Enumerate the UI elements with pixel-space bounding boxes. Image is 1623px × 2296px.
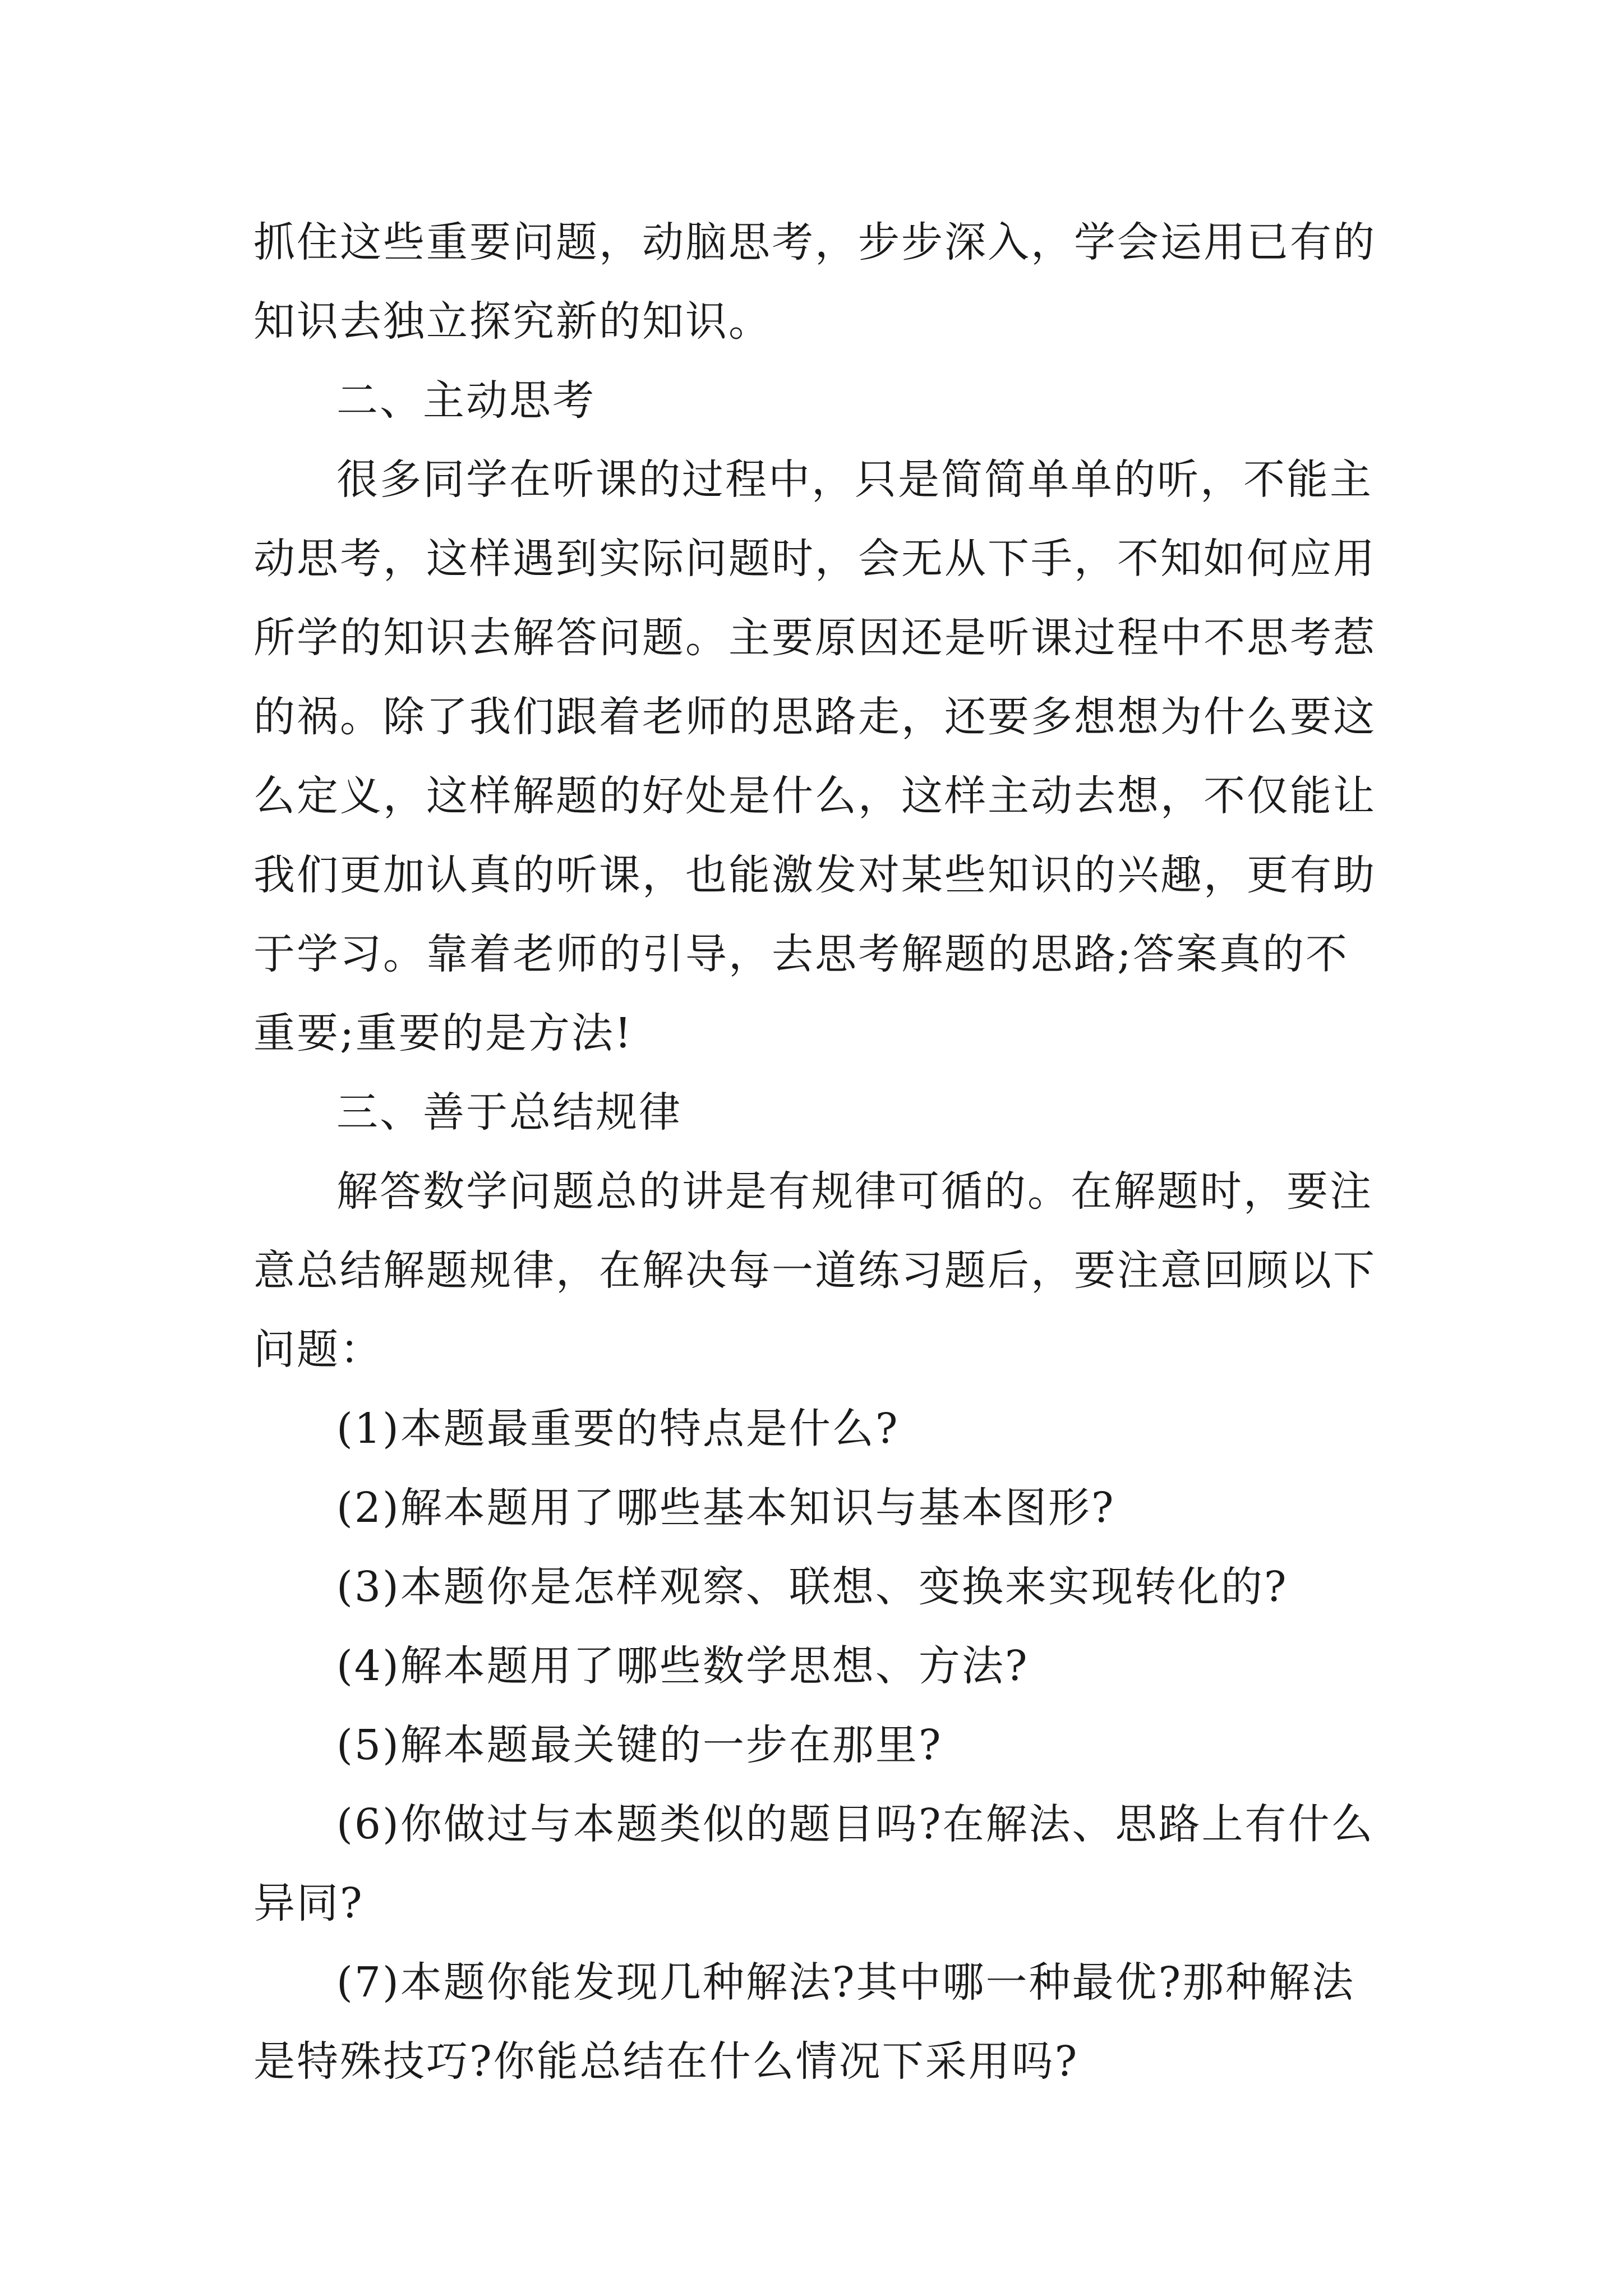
paragraph-line: 抓住这些重要问题，动脑思考，步步深入，学会运用已有的 bbox=[253, 218, 1376, 266]
paragraph-line: 么定义，这样解题的好处是什么，这样主动去想，不仅能让 bbox=[253, 772, 1376, 820]
list-item: (4)解本题用了哪些数学思想、方法? bbox=[336, 1642, 1029, 1690]
paragraph-line: 问题： bbox=[253, 1326, 383, 1374]
paragraph-line: 于学习。靠着老师的引导，去思考解题的思路;答案真的不 bbox=[253, 930, 1349, 978]
paragraph-line: 很多同学在听课的过程中，只是简简单单的听，不能主 bbox=[336, 455, 1373, 504]
list-item: (2)解本题用了哪些基本知识与基本图形? bbox=[336, 1484, 1115, 1532]
paragraph-line: 所学的知识去解答问题。主要原因还是听课过程中不思考惹 bbox=[253, 614, 1376, 662]
list-item: (6)你做过与本题类似的题目吗?在解法、思路上有什么 bbox=[336, 1800, 1375, 1848]
list-item: (1)本题最重要的特点是什么? bbox=[336, 1405, 900, 1453]
paragraph-line: 知识去独立探究新的知识。 bbox=[253, 297, 772, 346]
list-item: (5)解本题最关键的一步在那里? bbox=[336, 1721, 943, 1769]
paragraph-line: 的祸。除了我们跟着老师的思路走，还要多想想为什么要这 bbox=[253, 693, 1376, 741]
list-item-continuation: 异同? bbox=[253, 1879, 364, 1927]
paragraph-line: 解答数学问题总的讲是有规律可循的。在解题时，要注 bbox=[336, 1167, 1373, 1216]
section-heading: 二、主动思考 bbox=[336, 376, 596, 425]
list-item: (7)本题你能发现几种解法?其中哪一种最优?那种解法 bbox=[336, 1958, 1355, 2007]
document-body bbox=[253, 203, 1386, 2101]
paragraph-line: 意总结解题规律，在解决每一道练习题后，要注意回顾以下 bbox=[253, 1246, 1376, 1295]
section-heading: 三、善于总结规律 bbox=[336, 1088, 682, 1137]
paragraph-line: 动思考，这样遇到实际问题时，会无从下手，不知如何应用 bbox=[253, 535, 1376, 583]
paragraph-line: 我们更加认真的听课，也能激发对某些知识的兴趣，更有助 bbox=[253, 851, 1376, 899]
paragraph-line: 重要;重要的是方法! bbox=[253, 1009, 633, 1057]
list-item-continuation: 是特殊技巧?你能总结在什么情况下采用吗? bbox=[253, 2037, 1079, 2086]
list-item: (3)本题你是怎样观察、联想、变换来实现转化的? bbox=[336, 1563, 1288, 1611]
